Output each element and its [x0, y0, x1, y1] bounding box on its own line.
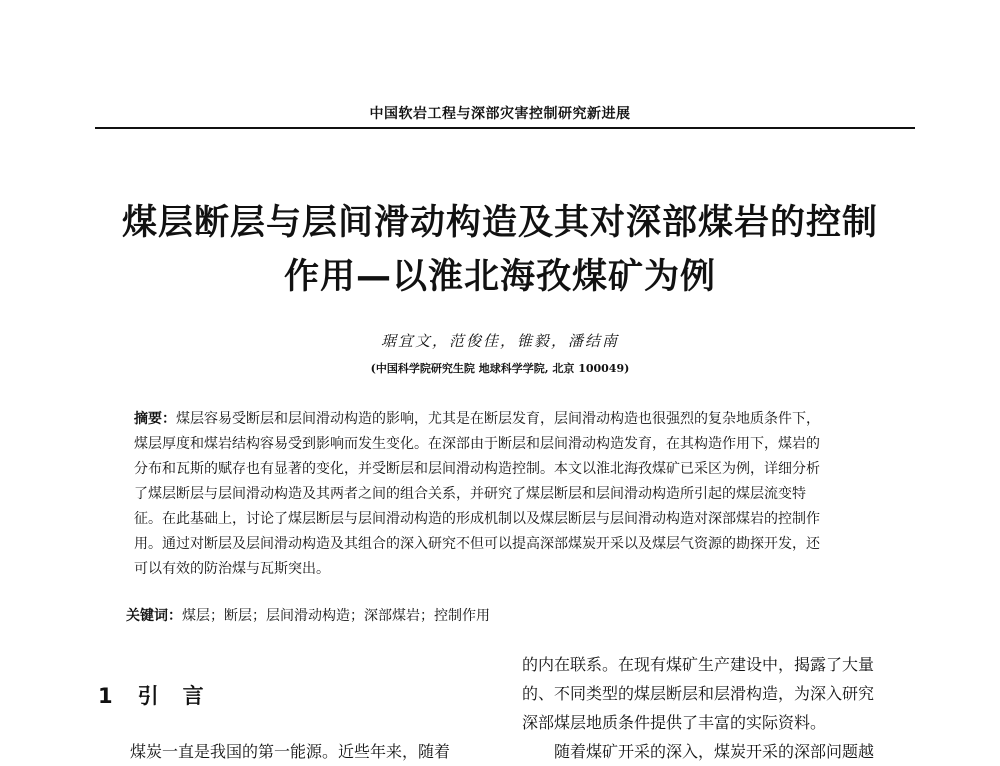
abstract [134, 407, 884, 582]
right-column [522, 650, 922, 766]
abstract-line-1-text: 煤层容易受断层和层间滑动构造的影响，尤其是在断层发育，层间滑动构造也很强烈的复杂地质条件下， [176, 411, 820, 427]
right-column-line-1: 的内在联系。在现有煤矿生产建设中，揭露了大量 [522, 655, 875, 674]
left-column [98, 738, 498, 766]
keywords-label: 关键词： [126, 608, 182, 624]
abstract-line-3: 分布和瓦斯的赋存也有显著的变化，并受断层和层间滑动构造控制。本文以淮北海孜煤矿已采区为例，详细分析 [134, 461, 820, 477]
authors: 琚宜文，范俊佳，锥毅，潘结南 [380, 332, 619, 350]
left-column-paragraph: 煤炭一直是我国的第一能源。近些年来，随着 [130, 742, 451, 761]
abstract-label: 摘要： [134, 411, 176, 427]
abstract-line-2: 煤层厚度和煤岩结构容易受到影响而发生变化。在深部由于断层和层间滑动构造发育，在其构造作用下，煤岩的 [134, 436, 820, 452]
title-line-1: 煤层断层与层间滑动构造及其对深部煤岩的控制 [121, 203, 878, 243]
section-title: 引言 [137, 684, 228, 708]
abstract-line-1 [134, 407, 884, 432]
abstract-line-7: 可以有效的防治煤与瓦斯突出。 [134, 561, 330, 577]
right-column-line-3: 深部煤层地质条件提供了丰富的实际资料。 [522, 713, 827, 732]
keywords-text: 煤层；断层；层间滑动构造；深部煤岩；控制作用 [182, 608, 490, 624]
running-header: 中国软岩工程与深部灾害控制研究新进展 [369, 106, 631, 122]
title-line-2: 作用—以淮北海孜煤矿为例 [283, 257, 716, 297]
header-rule [95, 127, 915, 129]
paper-title [0, 196, 1000, 304]
abstract-line-6: 用。通过对断层及层间滑动构造及其组合的深入研究不但可以提高深部煤炭开采以及煤层气资源的勘探开发，还 [134, 536, 820, 552]
abstract-line-5: 征。在此基础上，讨论了煤层断层与层间滑动构造的形成机制以及煤层断层与层间滑动构造对深部煤岩的控制作 [134, 511, 820, 527]
affiliation: (中国科学院研究生院 地球科学学院, 北京 100049) [370, 362, 630, 375]
keywords [126, 605, 886, 627]
abstract-line-4: 了煤层断层与层间滑动构造及其两者之间的组合关系，并研究了煤层断层和层间滑动构造所引起的煤层流变特 [134, 486, 806, 502]
section-heading [98, 680, 228, 710]
right-column-line-2: 的、不同类型的煤层断层和层滑构造，为深入研究 [522, 684, 875, 703]
section-number: 1 [98, 684, 116, 708]
right-column-line-4: 随着煤矿开采的深入，煤炭开采的深部问题越 [554, 742, 875, 761]
